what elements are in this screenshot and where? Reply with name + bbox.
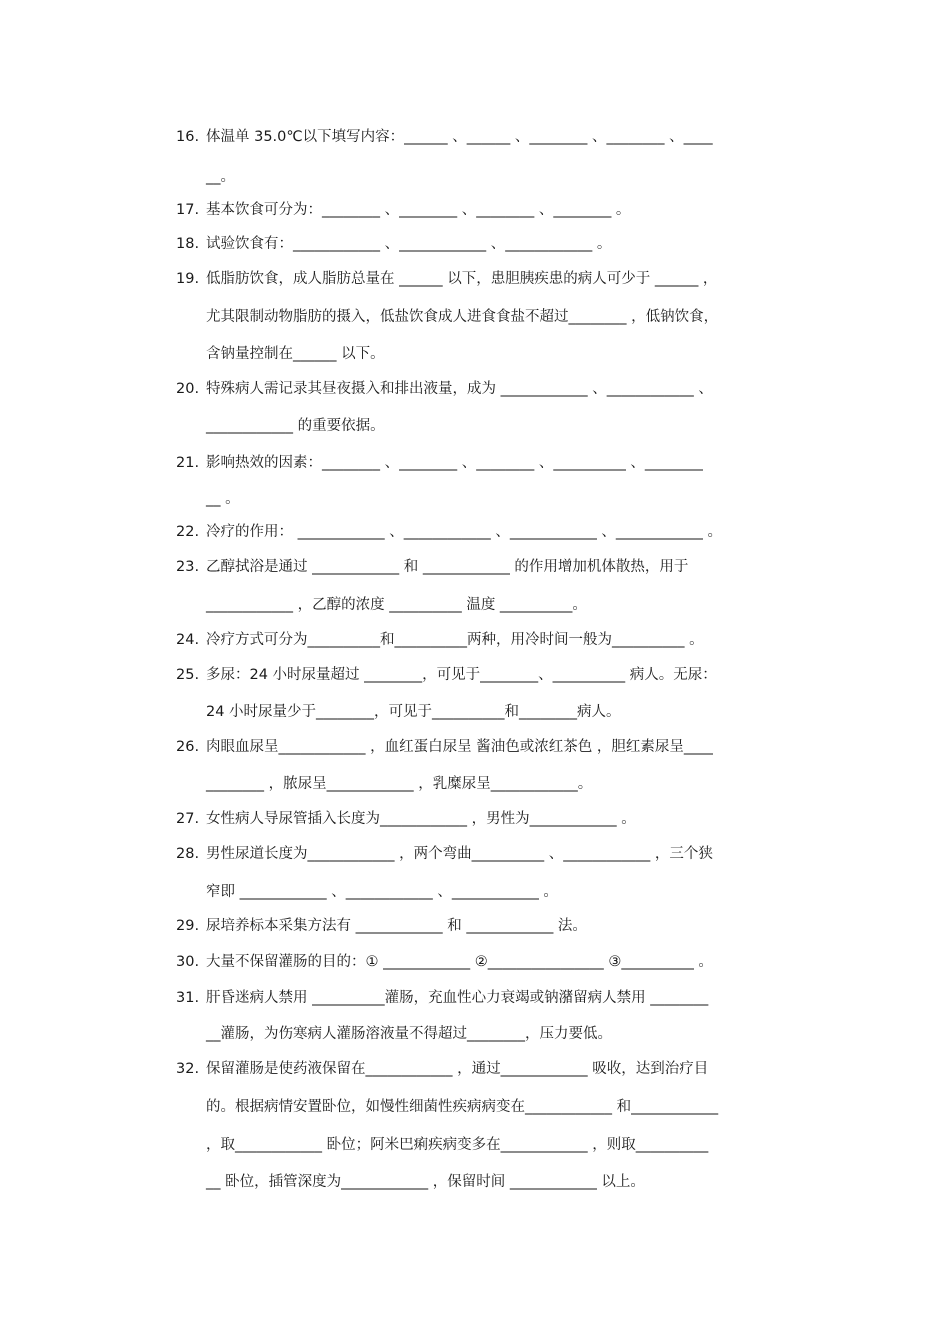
question-32-line-2 bbox=[206, 1094, 816, 1120]
question-text: 男性尿道长度为____________ ，两个弯曲__________ 、____________ ，三个狭 bbox=[206, 846, 713, 862]
question-text: ____________ 的重要依据。 bbox=[206, 418, 385, 434]
question-text: 窄即 ____________ 、____________ 、____________ 。 bbox=[206, 884, 558, 900]
question-28 bbox=[176, 841, 816, 867]
question-29 bbox=[176, 913, 816, 939]
question-27 bbox=[176, 806, 816, 832]
question-28-line-2 bbox=[206, 879, 816, 905]
question-number: 19. bbox=[176, 271, 200, 287]
question-text: ________ ，脓尿呈____________ ，乳糜尿呈____________。 bbox=[206, 776, 593, 792]
question-number: 24. bbox=[176, 632, 200, 648]
question-32-line-3 bbox=[206, 1132, 816, 1158]
question-16 bbox=[176, 124, 816, 150]
question-text: 基本饮食可分为：________ 、________ 、________ 、________ 。 bbox=[206, 202, 631, 218]
question-26-line-2 bbox=[206, 771, 816, 797]
question-number: 20. bbox=[176, 381, 200, 397]
question-number: 29. bbox=[176, 918, 200, 934]
question-31-line-2 bbox=[206, 1021, 816, 1047]
question-21 bbox=[176, 450, 816, 476]
question-16-line-2 bbox=[206, 164, 816, 190]
question-20-line-2 bbox=[206, 413, 816, 439]
question-text: ，取____________ 卧位；阿米巴痢疾病变多在____________ ，则取__________ bbox=[206, 1137, 709, 1153]
question-text: 试验饮食有：____________ 、____________ 、____________ 。 bbox=[206, 236, 612, 252]
question-text: 含钠量控制在______ 以下。 bbox=[206, 346, 385, 362]
question-text: ____________ ，乙醇的浓度 __________ 温度 __________。 bbox=[206, 597, 587, 613]
question-19-line-3 bbox=[206, 341, 816, 367]
question-24 bbox=[176, 627, 816, 653]
question-text: 大量不保留灌肠的目的：① ____________ ②________________ ③__________ 。 bbox=[206, 954, 713, 970]
question-text: 尿培养标本采集方法有 ____________ 和 ____________ 法。 bbox=[206, 918, 587, 934]
question-number: 16. bbox=[176, 129, 200, 145]
question-18 bbox=[176, 231, 816, 257]
question-23 bbox=[176, 554, 816, 580]
question-number: 18. bbox=[176, 236, 200, 252]
question-text: __ 。 bbox=[206, 491, 240, 507]
question-text: 体温单 35.0℃以下填写内容：______ 、______ 、________ 、________ 、____ bbox=[206, 129, 713, 145]
question-text: 肝昏迷病人禁用 __________灌肠，充血性心力衰竭或钠潴留病人禁用 ________ bbox=[206, 990, 709, 1006]
question-21-line-2 bbox=[206, 486, 816, 512]
question-25-line-2 bbox=[206, 699, 816, 725]
question-19 bbox=[176, 266, 816, 292]
question-text: 女性病人导尿管插入长度为____________ ，男性为____________ 。 bbox=[206, 811, 636, 827]
question-19-line-2 bbox=[206, 304, 816, 330]
question-text: 多尿：24 小时尿量超过 ________，可见于________、__________ 病人。无尿： bbox=[206, 667, 717, 683]
question-text: 保留灌肠是使药液保留在____________ ，通过____________ 吸收，达到治疗目 bbox=[206, 1061, 709, 1077]
question-20 bbox=[176, 376, 816, 402]
question-32 bbox=[176, 1056, 816, 1082]
question-text: 低脂肪饮食，成人脂肪总量在 ______ 以下，患胆胰疾患的病人可少于 ______ ， bbox=[206, 271, 718, 287]
question-number: 32. bbox=[176, 1061, 200, 1077]
question-number: 17. bbox=[176, 202, 200, 218]
question-text: 肉眼血尿呈____________ ，血红蛋白尿呈 酱油色或浓红茶色 ，胆红素尿呈____ bbox=[206, 739, 713, 755]
question-number: 31. bbox=[176, 990, 200, 1006]
question-23-line-2 bbox=[206, 592, 816, 618]
question-31 bbox=[176, 985, 816, 1011]
question-text: 冷疗方式可分为__________和__________两种，用冷时间一般为__________ 。 bbox=[206, 632, 704, 648]
question-25 bbox=[176, 662, 816, 688]
question-text: 冷疗的作用： ____________ 、____________ 、____________ 、____________ 。 bbox=[206, 524, 723, 540]
question-26 bbox=[176, 734, 816, 760]
question-text: __。 bbox=[206, 169, 235, 185]
question-text: 尤其限制动物脂肪的摄入，低盐饮食成人进食食盐不超过________ ，低钠饮食， bbox=[206, 309, 719, 325]
question-text: __灌肠，为伤寒病人灌肠溶液量不得超过________，压力要低。 bbox=[206, 1026, 612, 1042]
question-30 bbox=[176, 949, 816, 975]
question-number: 21. bbox=[176, 455, 200, 471]
question-17 bbox=[176, 197, 816, 223]
question-text: 的。根据病情安置卧位，如慢性细菌性疾病病变在____________ 和____________ bbox=[206, 1099, 719, 1115]
question-32-line-4 bbox=[206, 1169, 816, 1195]
question-text: 影响热效的因素：________ 、________ 、________ 、__________ 、________ bbox=[206, 455, 703, 471]
question-number: 27. bbox=[176, 811, 200, 827]
question-text: 24 小时尿量少于________，可见于__________和________病人。 bbox=[206, 704, 621, 720]
question-number: 28. bbox=[176, 846, 200, 862]
question-number: 22. bbox=[176, 524, 200, 540]
question-text: 乙醇拭浴是通过 ____________ 和 ____________ 的作用增加机体散热，用于 bbox=[206, 559, 689, 575]
question-text: __ 卧位，插管深度为____________ ，保留时间 ____________ 以上。 bbox=[206, 1174, 645, 1190]
question-text: 特殊病人需记录其昼夜摄入和排出液量，成为 ____________ 、____________ 、 bbox=[206, 381, 713, 397]
question-number: 26. bbox=[176, 739, 200, 755]
question-22 bbox=[176, 519, 816, 545]
question-number: 23. bbox=[176, 559, 200, 575]
question-number: 30. bbox=[176, 954, 200, 970]
question-number: 25. bbox=[176, 667, 200, 683]
